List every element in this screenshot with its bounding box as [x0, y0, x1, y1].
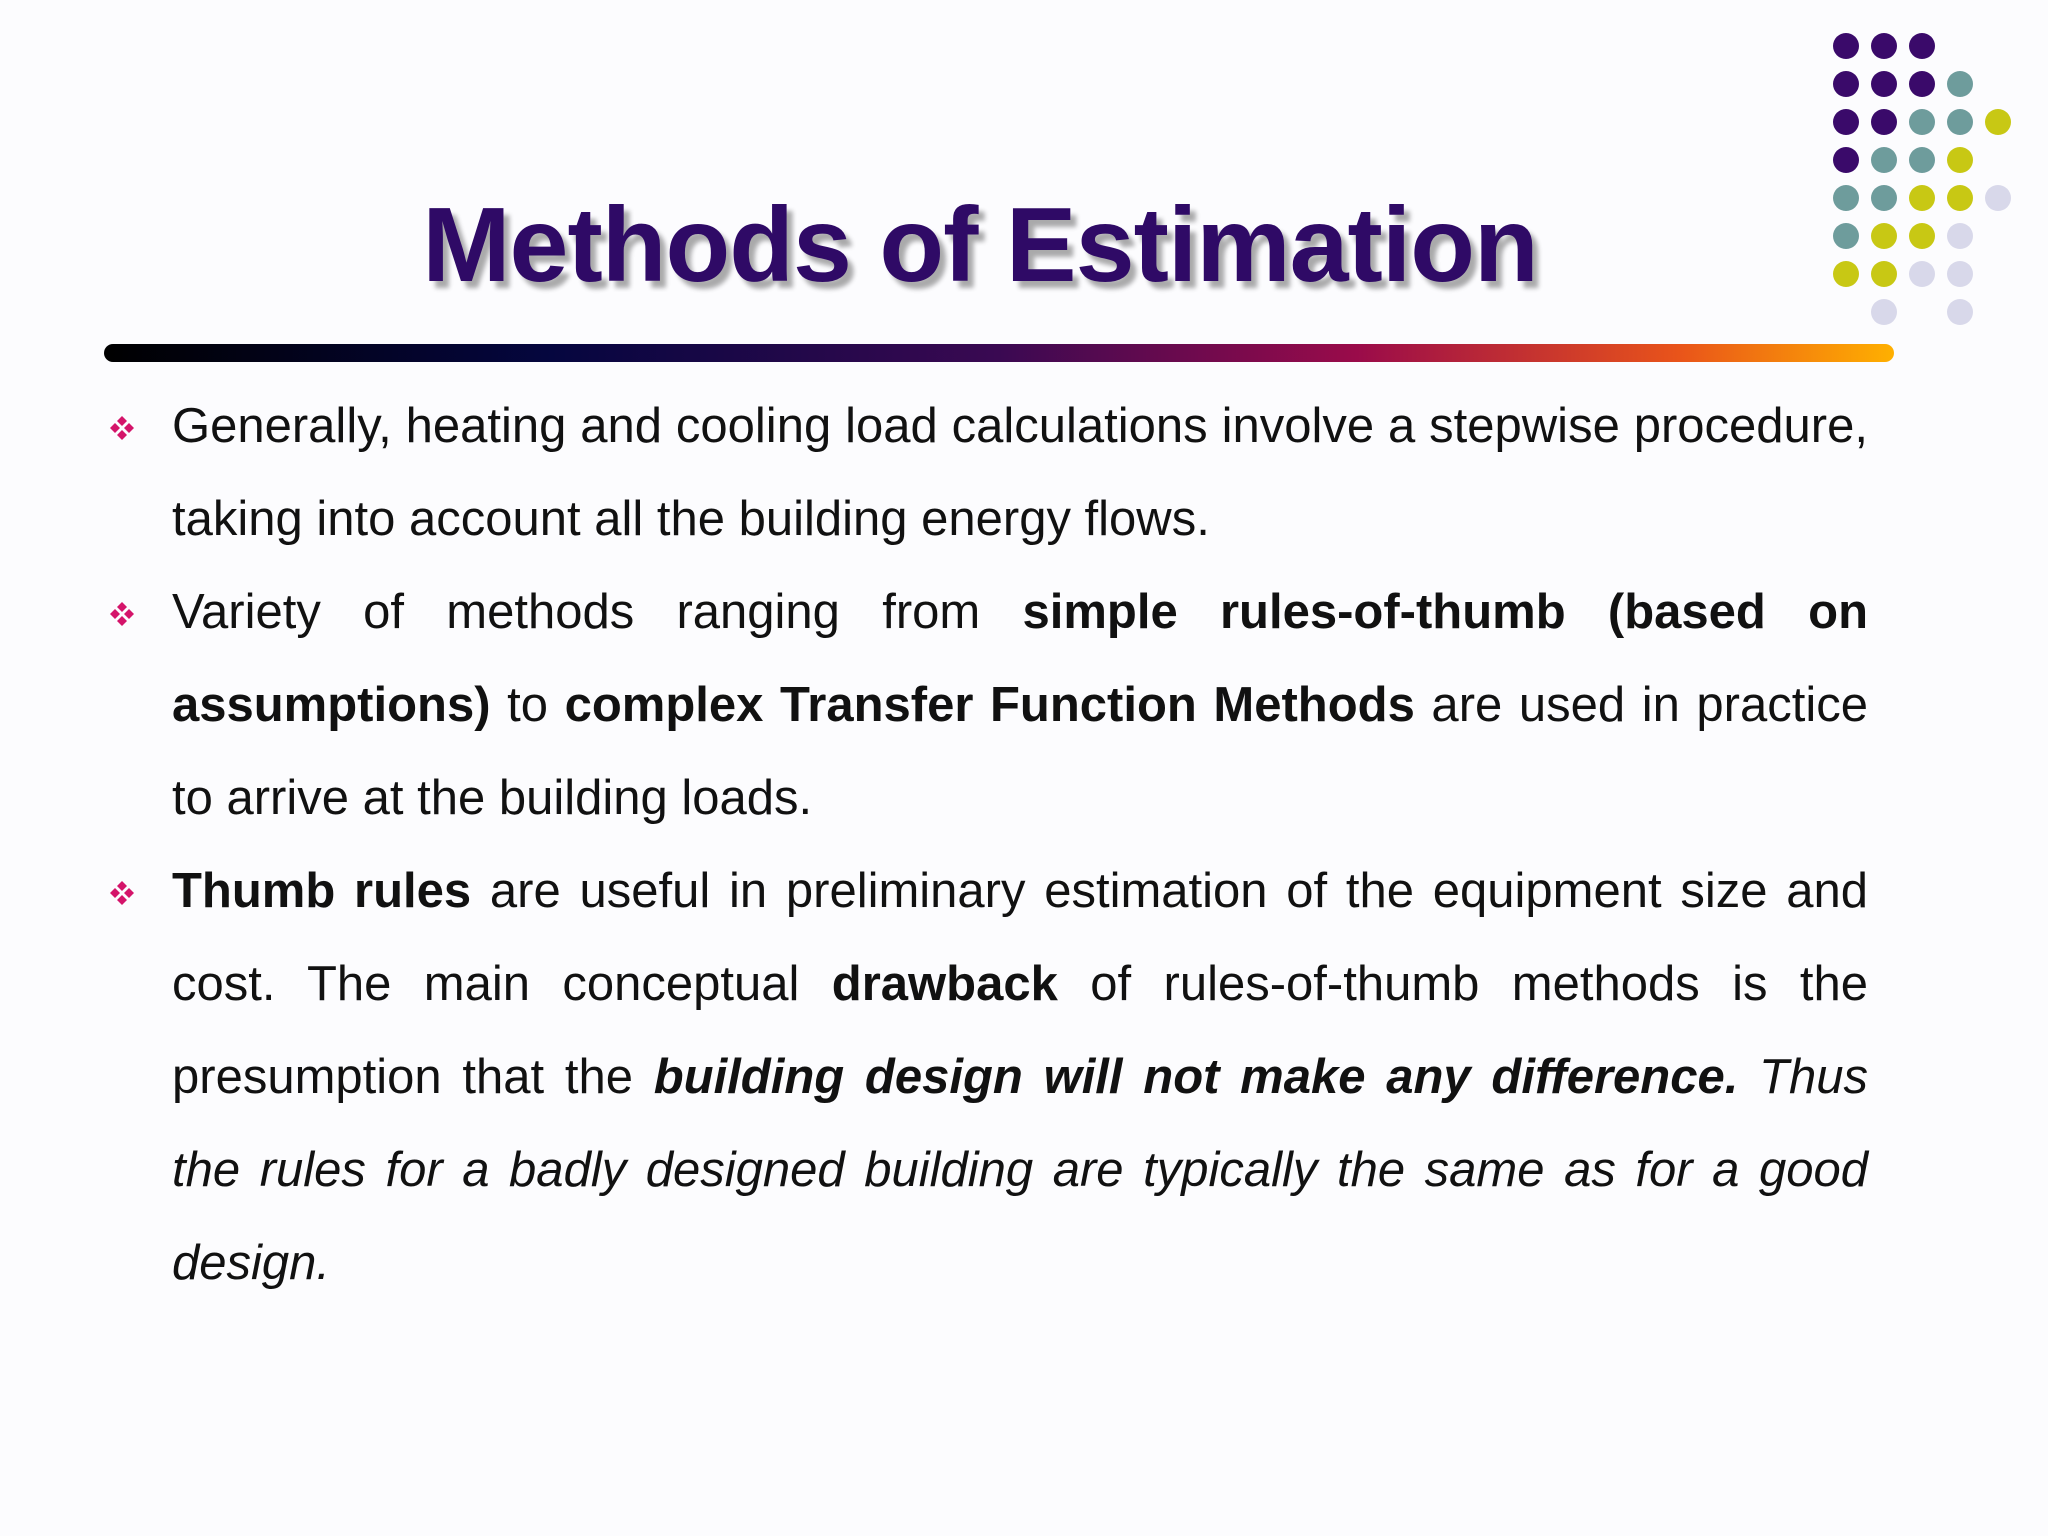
- dot: [1833, 261, 1859, 287]
- diamond-bullet-icon: [108, 414, 136, 442]
- dot: [1871, 223, 1897, 249]
- dot: [1909, 109, 1935, 135]
- bullet-item-3: [108, 845, 1868, 1310]
- dot: [1909, 71, 1935, 97]
- dot: [1947, 185, 1973, 211]
- dot: [1871, 299, 1897, 325]
- bullet-text: Variety of methods ranging from: [172, 585, 1023, 639]
- dot: [1985, 109, 2011, 135]
- dot: [1871, 261, 1897, 287]
- bullet-list: [108, 380, 1868, 1310]
- dot: [1833, 223, 1859, 249]
- dot: [1871, 109, 1897, 135]
- dot: [1833, 71, 1859, 97]
- bullet-bold-text: Thumb rules: [172, 864, 472, 918]
- dot: [1947, 147, 1973, 173]
- dot: [1947, 109, 1973, 135]
- dot: [1909, 147, 1935, 173]
- diamond-bullet-icon: [108, 600, 136, 628]
- dot: [1909, 261, 1935, 287]
- dot: [1833, 109, 1859, 135]
- bullet-bold-italic-text: building design will not make any difference.: [653, 1050, 1739, 1104]
- dot: [1985, 185, 2011, 211]
- dot: [1947, 223, 1973, 249]
- dot: [1909, 223, 1935, 249]
- dot: [1871, 147, 1897, 173]
- slide-title: Methods of Estimation: [422, 186, 1538, 304]
- dot: [1909, 185, 1935, 211]
- dot: [1871, 33, 1897, 59]
- bullet-text: to: [490, 678, 565, 732]
- dot: [1871, 71, 1897, 97]
- bullet-text: Generally, heating and cooling load calculations involve a stepwise procedure, taking into account all the building energy flows.: [172, 399, 1868, 546]
- dot: [1871, 185, 1897, 211]
- bullet-italic-text: Thus the rules for a badly designed building are typically the same as for a good design.: [172, 1050, 1868, 1290]
- dot: [1947, 261, 1973, 287]
- bullet-bold-text: drawback: [831, 957, 1058, 1011]
- dot: [1833, 33, 1859, 59]
- bullet-bold-text: complex Transfer Function Methods: [564, 678, 1415, 732]
- diamond-bullet-icon: [108, 879, 136, 907]
- bullet-bold-text: simple rules-of-thumb (based on assumptions): [172, 585, 1868, 732]
- dot: [1833, 147, 1859, 173]
- bullet-text: of rules-of-thumb methods is the presumption that the: [172, 957, 1868, 1104]
- dot: [1833, 185, 1859, 211]
- dot: [1947, 71, 1973, 97]
- bullet-text: are useful in preliminary estimation of the equipment size and cost. The main conceptual: [172, 864, 1868, 1011]
- decorative-dot-grid: [1832, 32, 2036, 338]
- title-divider-bar: [104, 344, 1894, 362]
- bullet-text: are used in practice to arrive at the building loads.: [172, 678, 1868, 825]
- bullet-item-2: [108, 566, 1868, 845]
- dot: [1947, 299, 1973, 325]
- bullet-item-1: [108, 380, 1868, 566]
- dot: [1909, 33, 1935, 59]
